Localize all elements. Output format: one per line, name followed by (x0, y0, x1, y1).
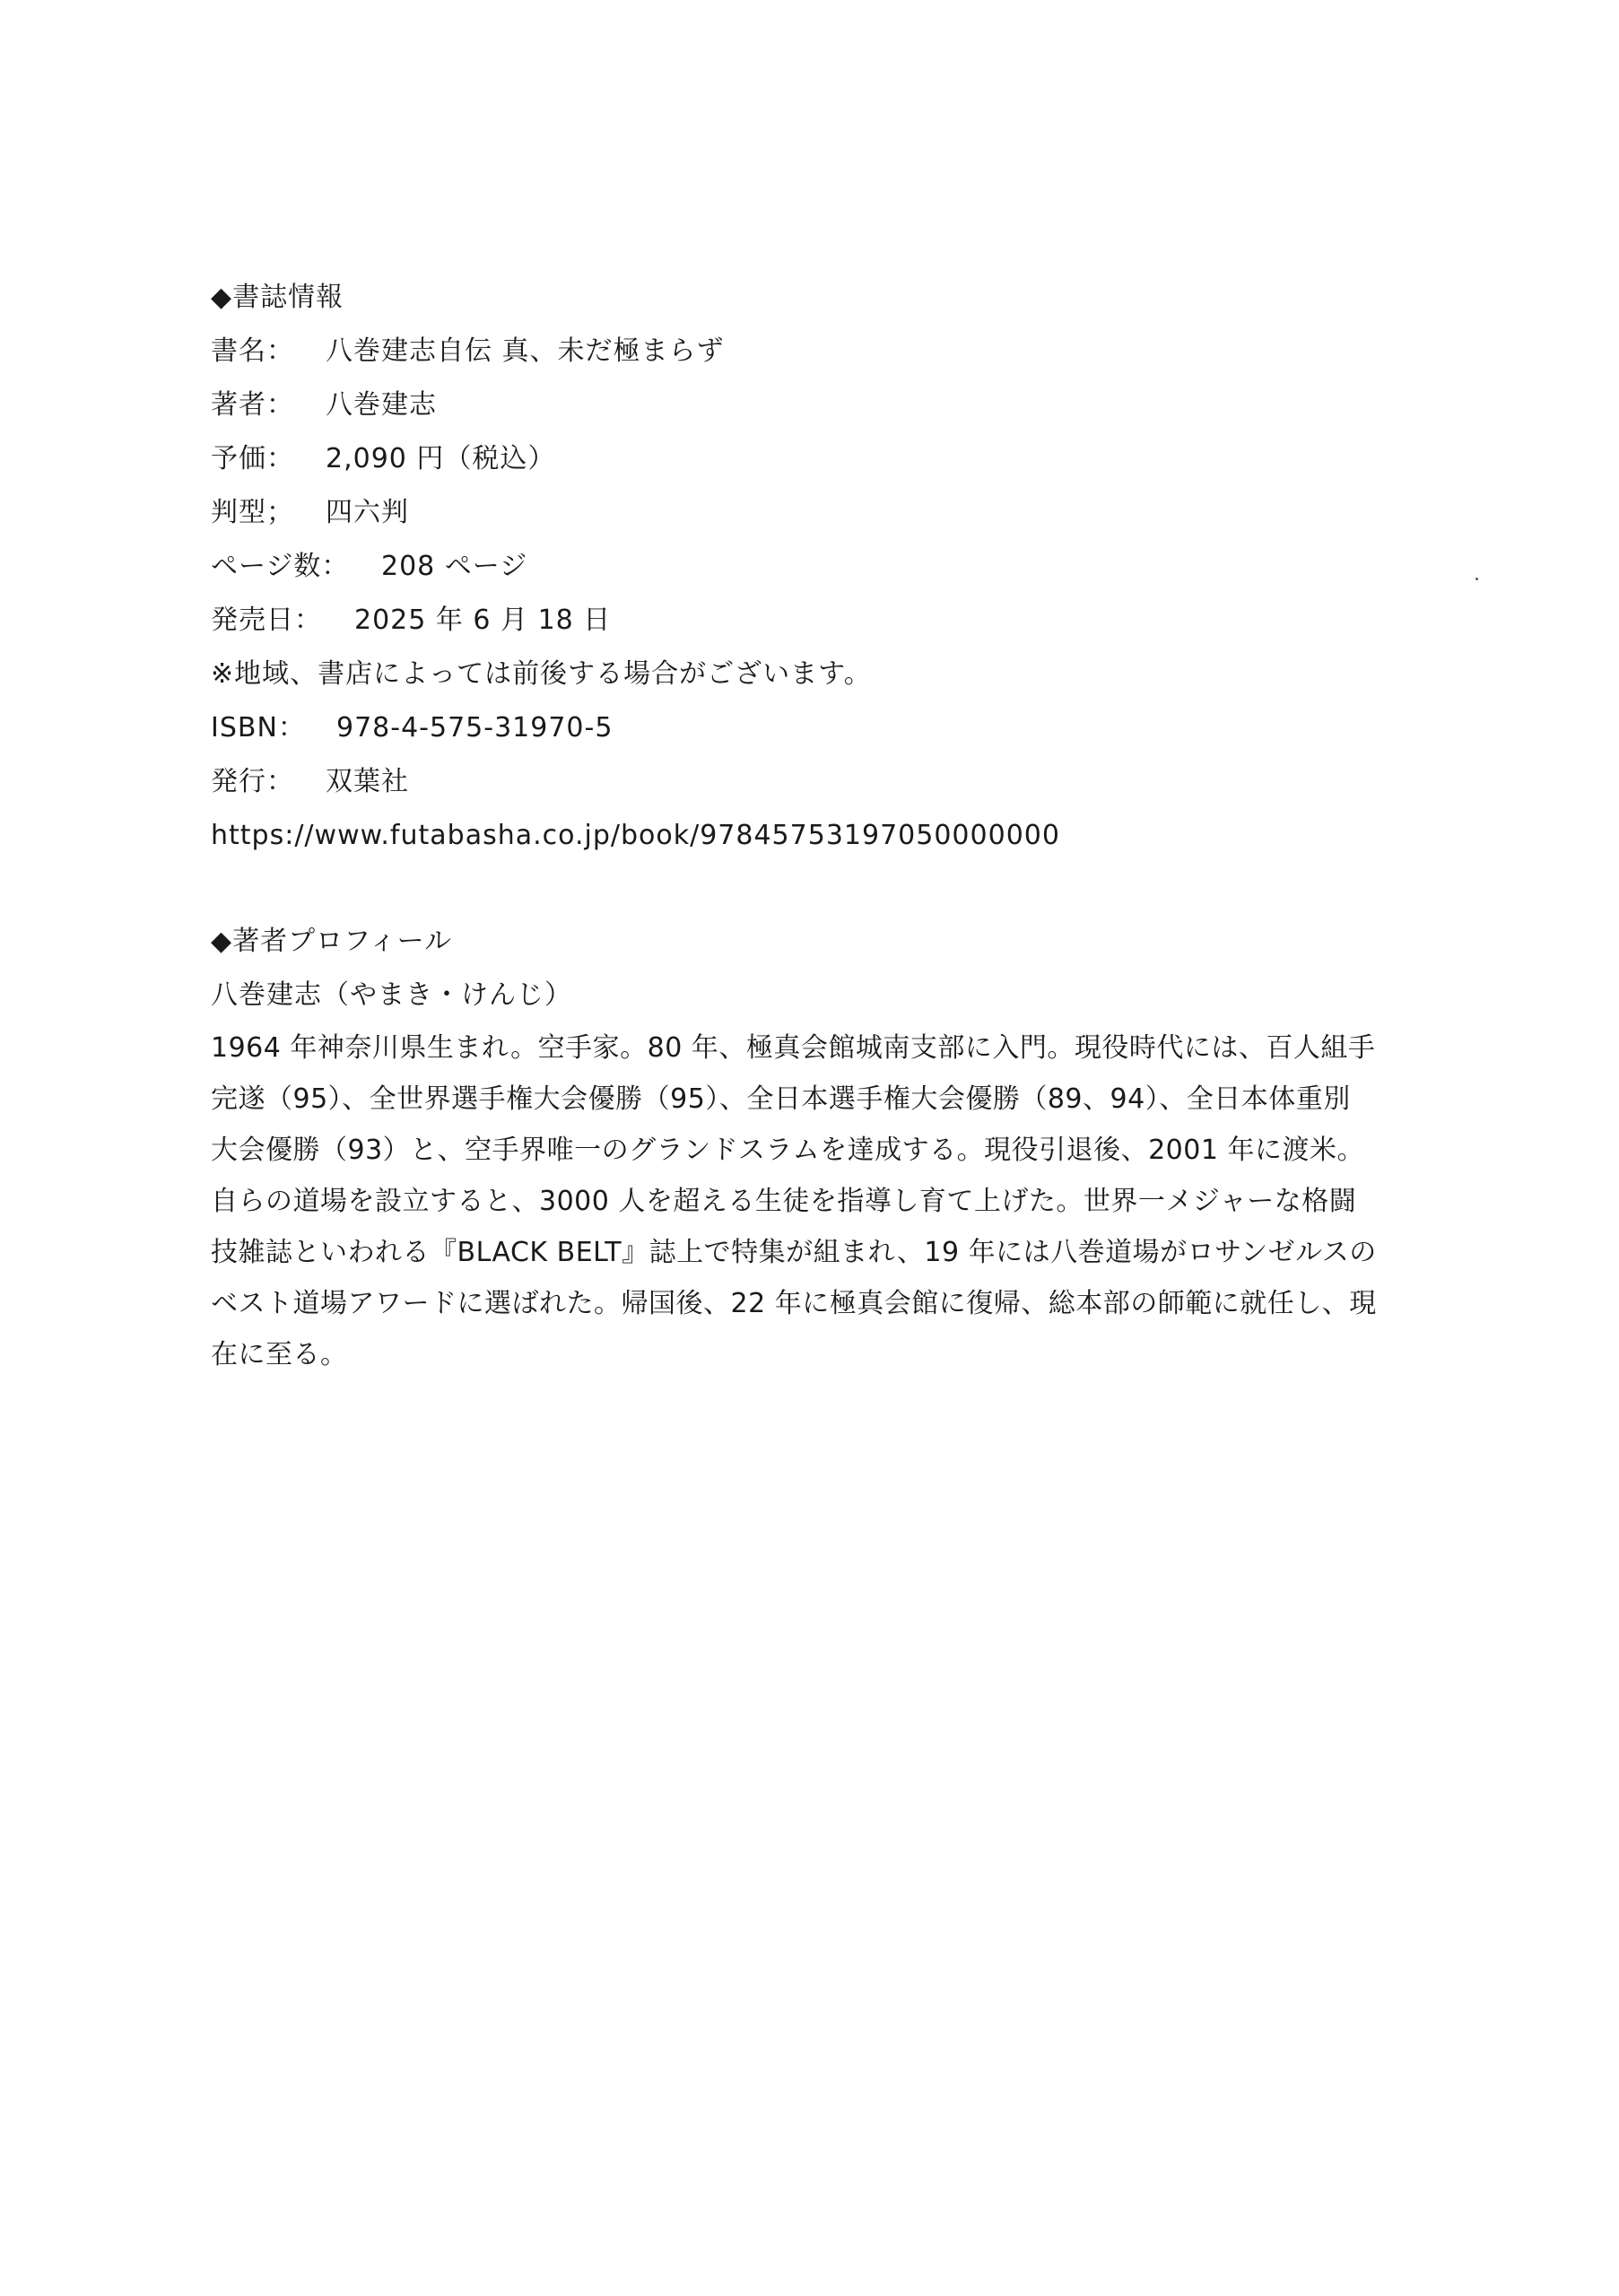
section-spacer (211, 863, 1431, 915)
field-label: 著者： (211, 389, 294, 421)
field-isbn (211, 701, 1431, 755)
field-label: 発行： (211, 766, 294, 797)
field-value: 四六判 (326, 497, 409, 528)
field-label: 発売日： (211, 604, 322, 636)
field-value: 2,090 円（税込） (326, 443, 556, 474)
field-publisher (211, 755, 1431, 809)
field-label: 判型； (211, 497, 294, 528)
field-value: 双葉社 (326, 766, 409, 797)
scan-speck (1475, 578, 1478, 580)
field-value: 208 ページ (381, 551, 528, 582)
book-url: https://www.futabasha.co.jp/book/97845753197050000000 (211, 820, 1060, 851)
field-label: ISBN： (211, 712, 306, 744)
field-value: 978-4-575-31970-5 (336, 712, 614, 744)
field-price (211, 432, 1431, 486)
field-format (211, 486, 1431, 540)
profile-heading: ◆著者プロフィール (211, 926, 453, 957)
field-label: 書名： (211, 335, 294, 367)
field-label: 予価： (211, 443, 294, 474)
field-value: 八巻建志 (326, 389, 437, 421)
field-author (211, 378, 1431, 432)
field-release-date (211, 594, 1431, 648)
release-note: ※地域、書店によっては前後する場合がございます。 (211, 658, 872, 690)
field-value: 2025 年 6 月 18 日 (354, 604, 612, 636)
document-content (211, 271, 1431, 1380)
field-label: ページ数： (211, 551, 350, 582)
author-name: 八巻建志（やまき・けんじ） (211, 979, 572, 1011)
field-title (211, 325, 1431, 378)
bibliography-heading: ◆書誌情報 (211, 282, 344, 313)
author-bio: 1964 年神奈川県生まれ。空手家。80 年、極真会館城南支部に入門。現役時代には、百人組手完遂（95）、全世界選手権大会優勝（95）、全日本選手権大会優勝（89、94）、全日本体重別大会優勝（93）と、空手界唯一のグランドスラムを達成する。現役引退後、2001 年に渡米。自らの道場を設立すると、3000 人を超える生徒を指導し育て上げた。世界一メジャーな格闘技雑誌といわれる『BLACK BELT』誌上で特集が組まれ、19 年には八巻道場がロサンゼルスのベスト道場アワードに選ばれた。帰国後、22 年に極真会館に復帰、総本部の師範に就任し、現在に至る。 (211, 1032, 1377, 1370)
field-value: 八巻建志自伝 真、未だ極まらず (326, 335, 725, 367)
field-pages (211, 540, 1431, 594)
